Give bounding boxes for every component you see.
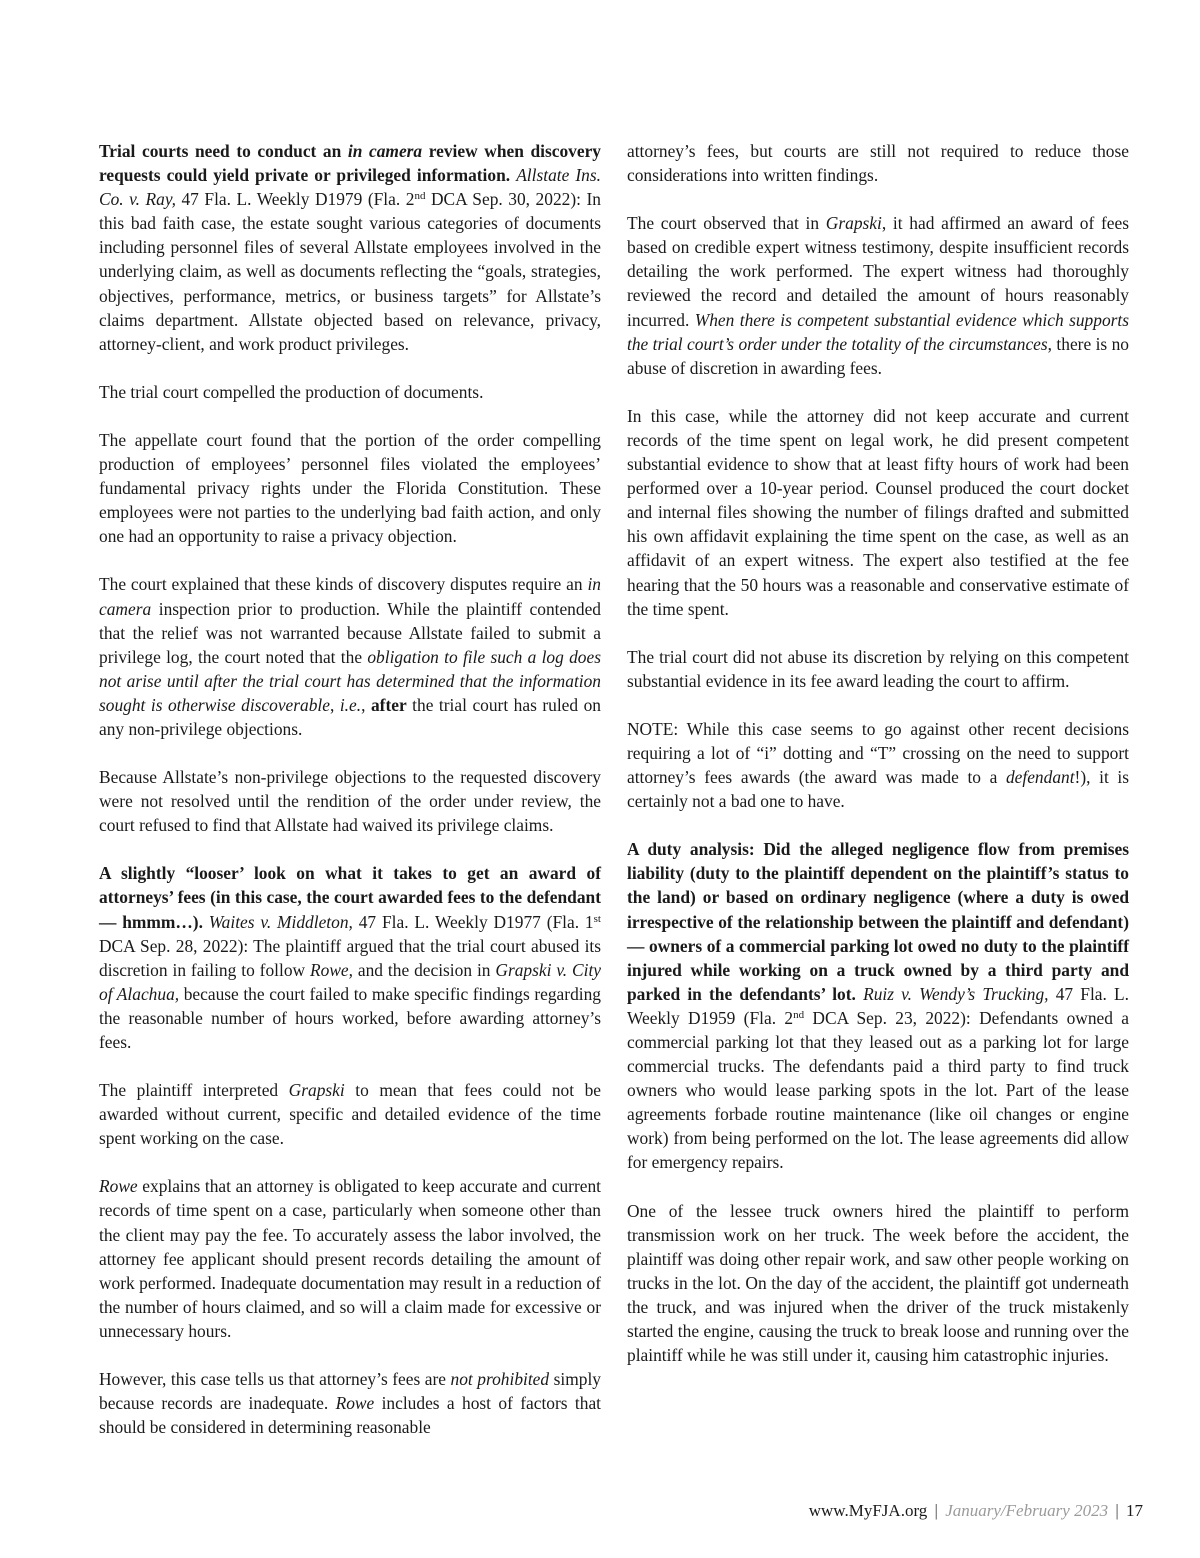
paragraph: The trial court did not abuse its discretion by relying on this competent substantial evidence in its fee award leading the court to affirm. [627, 646, 1129, 691]
paragraph: attorney’s fees, but courts are still not required to reduce those considerations into written findings. [627, 141, 1129, 186]
paragraph: In this case, while the attorney did not keep accurate and current records of the time spent on legal work, he did present competent substantial evidence to show that at least fifty hours of work had been performed over a 10-year period. Counsel produced the court docket and internal files showing the number of filings drafted and submitted his own affidavit explaining the time spent on the case, as well as an affidavit of an expert witness. The expert also testified at the fee hearing that the 50 hours was a reasonable and conservative estimate of the time spent. [627, 405, 1129, 619]
page-footer [809, 1500, 1143, 1522]
footer-separator: | [934, 1501, 938, 1520]
right-column [627, 139, 1129, 1367]
paragraph: The trial court compelled the production of documents. [99, 381, 484, 402]
issue-date: January/February 2023 [945, 1501, 1109, 1520]
footer-separator: | [1115, 1501, 1119, 1520]
case-name: Allstate Ins. Co. v. Ray, [99, 165, 601, 210]
paragraph-allstate-case: Trial courts need to conduct an in camera review when discovery requests could yield private or privileged information. Allstate Ins. Co. v. Ray, 47 Fla. L. Weekly D1979 (Fla. 2nd DCA Sep. 30, 2022): In this bad faith case, the estate sought various categories of documents including personnel files of several Allstate employees involved in the underlying claim, as well as documents reflecting the “goals, strategies, objectives, performance, metrics, or business targets” for Allstate’s claims department. Allstate objected based on relevance, privacy, attorney-client, and work product privileges. [99, 141, 601, 354]
paragraph-waites-case: A slightly “looser’ look on what it takes to get an award of attorneys’ fees (in this case, the court awarded fees to the defendant — hmmm…). Waites v. Middleton, 47 Fla. L. Weekly D1977 (Fla. 1st DCA Sep. 28, 2022): The plaintiff argued that the trial court abused its discretion in failing to follow Rowe, and the decision in Grapski v. City of Alachua, because the court failed to make specific findings regarding the reasonable number of hours worked, before awarding attorney’s fees. [99, 863, 602, 1052]
left-column [99, 139, 601, 1439]
paragraph: The court observed that in Grapski, it had affirmed an award of fees based on credible expert witness testimony, despite insufficient records detailing the work performed. The expert witness had thoroughly reviewed the record and detailed the amount of hours reasonably incurred. When there is competent substantial evidence which supports the trial court’s order under the totality of the circumstances, there is no abuse of discretion in awarding fees. [627, 213, 1130, 378]
paragraph: However, this case tells us that attorney’s fees are not prohibited simply because records are inadequate. Rowe includes a host of factors that should be considered in determining reasonable [99, 1369, 601, 1438]
paragraph: Because Allstate’s non-privilege objections to the requested discovery were not resolved until the rendition of the order under review, the court refused to find that Allstate had waived its privilege claims. [99, 767, 601, 836]
paragraph: The appellate court found that the portion of the order compelling production of employees’ personnel files violated the employees’ fundamental privacy rights under the Florida Constitution. These employees were not parties to the underlying bad faith action, and only one had an opportunity to raise a privacy objection. [99, 429, 601, 547]
paragraph: One of the lessee truck owners hired the plaintiff to perform transmission work on her truck. The week before the accident, the plaintiff was doing other repair work, and saw other people working on trucks in the lot. On the day of the accident, the plaintiff got underneath the truck, and was injured when the driver of the truck mistakenly started the engine, causing the truck to break loose and running over the plaintiff while he was still under it, causing him catastrophic injuries. [627, 1200, 1129, 1366]
case-name: Ruiz v. Wendy’s Trucking, [863, 983, 1049, 1004]
case-name: Waites v. Middleton, [208, 911, 353, 932]
case-heading: A slightly “looser’ look on what it takes to get an award of attorneys’ fees (in this case, the court awarded fees to the defendant — hmmm…). [99, 863, 601, 932]
case-heading: Trial courts need to conduct an in camera review when discovery requests could yield private or privileged information. [99, 141, 601, 186]
paragraph: The plaintiff interpreted Grapski to mean that fees could not be awarded without current, specific and detailed evidence of the time spent working on the case. [99, 1080, 601, 1149]
paragraph: Rowe explains that an attorney is obligated to keep accurate and current records of time spent on a case, particularly when someone other than the client may pay the fee. To accurately assess the labor involved, the attorney fee applicant should present records detailing the amount of work performed. Inadequate documentation may result in a reduction of the number of hours claimed, and so will a claim made for excessive or unnecessary hours. [99, 1176, 601, 1341]
website-url: www.MyFJA.org [808, 1501, 928, 1520]
paragraph: The court explained that these kinds of discovery disputes require an in camera inspection prior to production. While the plaintiff contended that the relief was not warranted because Allstate failed to submit a privilege log, the court noted that the obligation to file such a log does not arise until after the trial court has determined that the information sought is otherwise discoverable, i.e., after the trial court has ruled on any non-privilege objections. [99, 574, 601, 739]
note-paragraph: NOTE: While this case seems to go against other recent decisions requiring a lot of “i” dotting and “T” crossing on the need to support attorney’s fees awards (the award was made to a defendant!), it is certainly not a bad one to have. [627, 718, 1129, 812]
case-heading: A duty analysis: Did the alleged negligence flow from premises liability (duty to the plaintiff dependent on the plaintiff’s status to the land) or based on ordinary negligence (where a duty is owed irrespective of the relationship between the plaintiff and defendant) — owners of a commercial parking lot owed no duty to the plaintiff injured while working on a truck owned by a third party and parked in the defendants’ lot. [627, 839, 1129, 1004]
paragraph-ruiz-case: A duty analysis: Did the alleged negligence flow from premises liability (duty to the plaintiff dependent on the plaintiff’s status to the land) or based on ordinary negligence (where a duty is owed irrespective of the relationship between the plaintiff and defendant) — owners of a commercial parking lot owed no duty to the plaintiff injured while working on a truck owned by a third party and parked in the defendants’ lot. Ruiz v. Wendy’s Trucking, 47 Fla. L. Weekly D1959 (Fla. 2nd DCA Sep. 23, 2022): Defendants owned a commercial parking lot that they leased out as a parking lot for large commercial trucks. The defendants paid a third party to find truck owners who would lease parking spots in the lot. Part of the lease agreements forbade routine maintenance (like oil changes or engine work) from being performed on the lot. The lease agreements did allow for emergency repairs. [627, 839, 1129, 1173]
page-number: 17 [1126, 1501, 1143, 1520]
